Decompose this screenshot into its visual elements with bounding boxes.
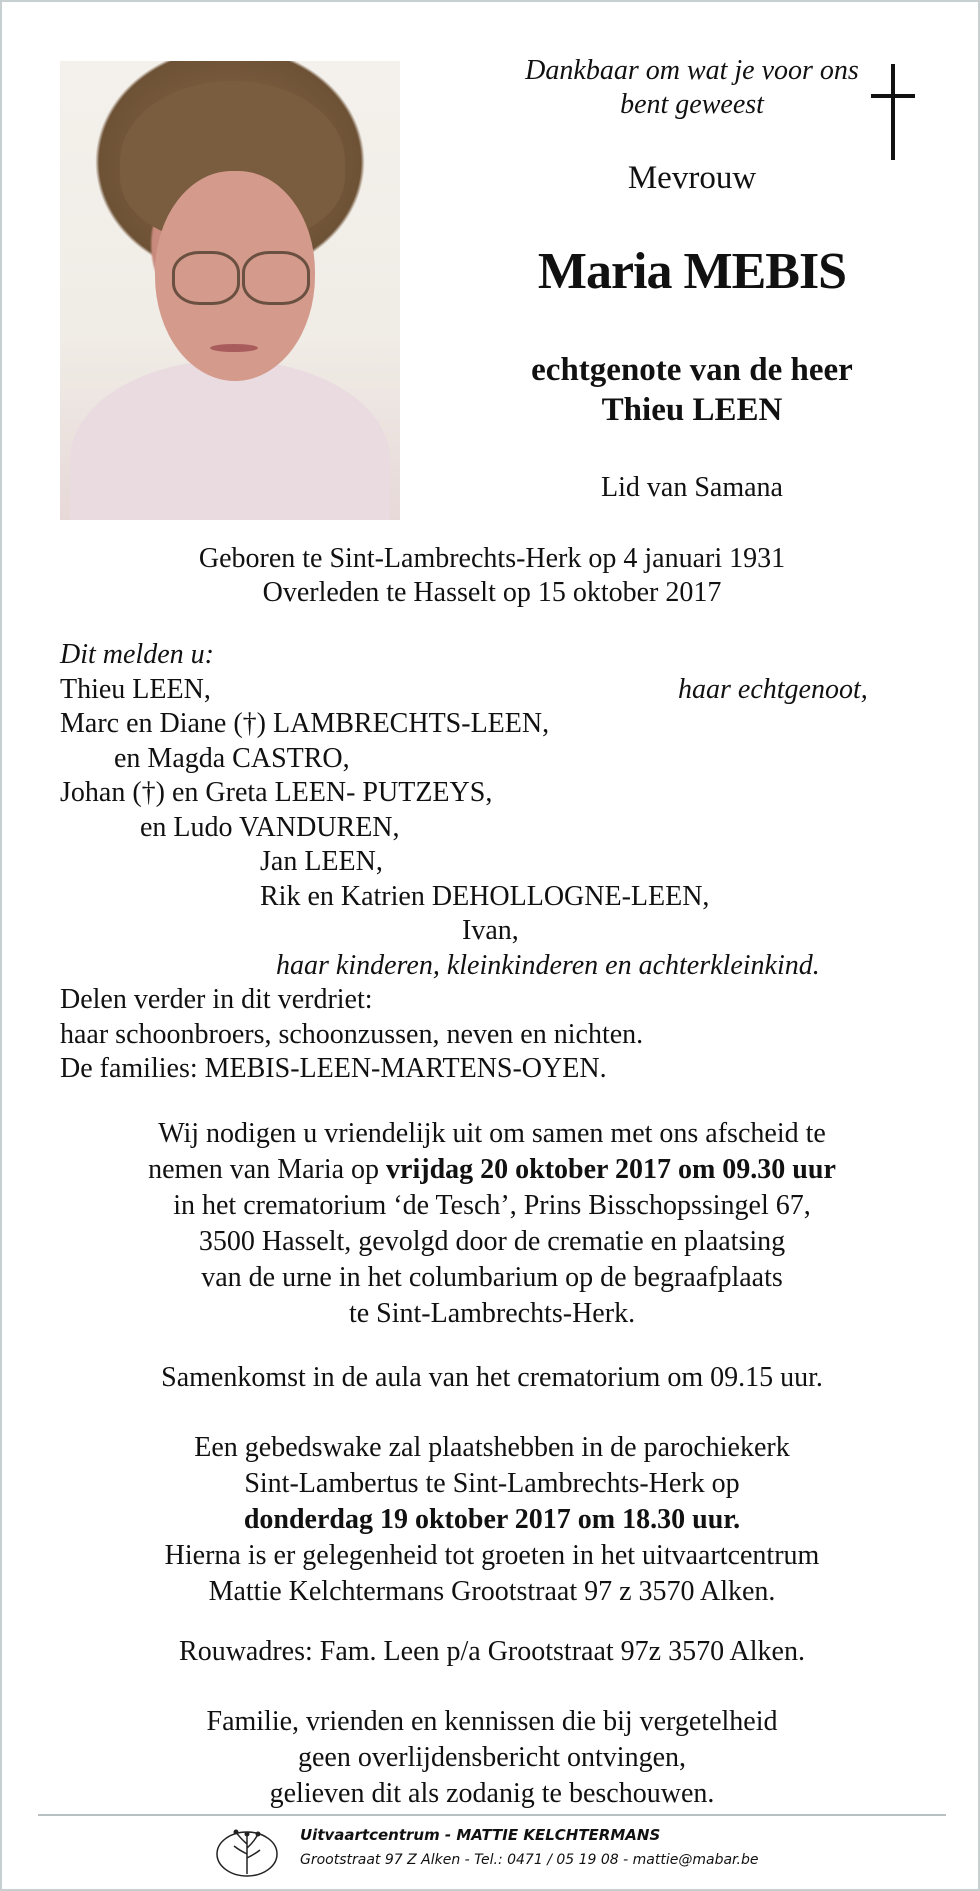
ceremony-line: Wij nodigen u vriendelijk uit om samen met ons afscheid te: [158, 1118, 826, 1149]
notice-line: geen overlijdensbericht ontvingen,: [298, 1742, 686, 1773]
ceremony-line: 3500 Hasselt, gevolgd door de crematie en plaatsing: [198, 1226, 786, 1257]
portrait-photo: [60, 61, 400, 520]
list-item: Ivan,: [462, 915, 519, 946]
wake-datetime: donderdag 19 oktober 2017 om 18.30 uur.: [243, 1504, 741, 1535]
list-item: Johan (†) en Greta LEEN- PUTZEYS,: [60, 777, 493, 808]
spouse-line: echtgenote van de heer: [531, 352, 853, 388]
wake-line: Mattie Kelchtermans Grootstraat 97 z 3570 Alken.: [208, 1576, 776, 1607]
relation-note: haar kinderen, kleinkinderen en achterkleinkind.: [276, 949, 820, 981]
motto-line: bent geweest: [620, 89, 764, 120]
list-item: Rik en Katrien DEHOLLOGNE-LEEN,: [260, 880, 710, 912]
funeral-home-footer: [212, 1820, 912, 1890]
list-item: Marc en Diane (†) LAMBRECHTS-LEEN,: [60, 708, 550, 739]
gathering-info: Samenkomst in de aula van het crematorium om 09.15 uur.: [161, 1362, 823, 1393]
ceremony-line: in het crematorium ‘de Tesch’, Prins Bisschopssingel 67,: [173, 1190, 811, 1221]
wake-line: Hierna is er gelegenheid tot groeten in het uitvaartcentrum: [164, 1540, 820, 1571]
funeral-home-logo-icon: [212, 1822, 282, 1882]
wake-line: Een gebedswake zal plaatshebben in de parochiekerk: [194, 1432, 790, 1463]
notice: [22, 1704, 962, 1812]
ceremony-line: te Sint-Lambrechts-Herk.: [348, 1298, 636, 1329]
life-dates: [22, 542, 962, 610]
mourners-list: [60, 638, 960, 1087]
sharing-line: Delen verder in dit verdriet:: [60, 984, 373, 1015]
motto-line: Dankbaar om wat je voor ons: [525, 55, 859, 86]
list-item: en Magda CASTRO,: [114, 742, 350, 774]
birth-date: Geboren te Sint-Lambrechts-Herk op 4 januari 1931: [198, 543, 786, 574]
ceremony-text: nemen van Maria op: [148, 1154, 387, 1185]
list-item: Jan LEEN,: [260, 846, 383, 877]
ceremony-datetime: vrijdag 20 oktober 2017 om 09.30 uur: [386, 1154, 836, 1185]
deceased-name: Maria MEBIS: [537, 243, 847, 300]
list-item: Thieu LEEN,: [60, 673, 211, 705]
spouse-info: [422, 350, 962, 430]
relation-note: haar echtgenoot,: [678, 673, 868, 705]
wake-info: [22, 1430, 962, 1610]
sharing-line: De families: MEBIS-LEEN-MARTENS-OYEN.: [60, 1053, 607, 1084]
wake-line: Sint-Lambertus te Sint-Lambrechts-Herk op: [244, 1468, 740, 1499]
ceremony-invitation: [22, 1116, 962, 1332]
funeral-home-name: Uitvaartcentrum - MATTIE KELCHTERMANS: [300, 1826, 661, 1844]
membership: Lid van Samana: [601, 472, 783, 503]
sharing-line: haar schoonbroers, schoonzussen, neven en nichten.: [60, 1018, 644, 1050]
mourners-intro: Dit melden u:: [60, 639, 214, 670]
list-item: en Ludo VANDUREN,: [140, 811, 400, 843]
death-date: Overleden te Hasselt op 15 oktober 2017: [262, 577, 722, 608]
footer-divider: [38, 1814, 946, 1816]
mourning-address: Rouwadres: Fam. Leen p/a Grootstraat 97z 3570 Alken.: [179, 1636, 805, 1667]
title-word: Mevrouw: [627, 160, 757, 196]
ceremony-line: [22, 1152, 962, 1188]
spouse-line: Thieu LEEN: [601, 392, 783, 428]
notice-line: Familie, vrienden en kennissen die bij vergetelheid: [206, 1706, 778, 1737]
funeral-home-contact: Grootstraat 97 Z Alken - Tel.: 0471 / 05 19 08 - mattie@mabar.be: [300, 1852, 759, 1868]
ceremony-line: van de urne in het columbarium op de begraafplaats: [201, 1262, 783, 1293]
cross-icon: [871, 64, 915, 160]
notice-line: gelieven dit als zodanig te beschouwen.: [269, 1778, 715, 1809]
